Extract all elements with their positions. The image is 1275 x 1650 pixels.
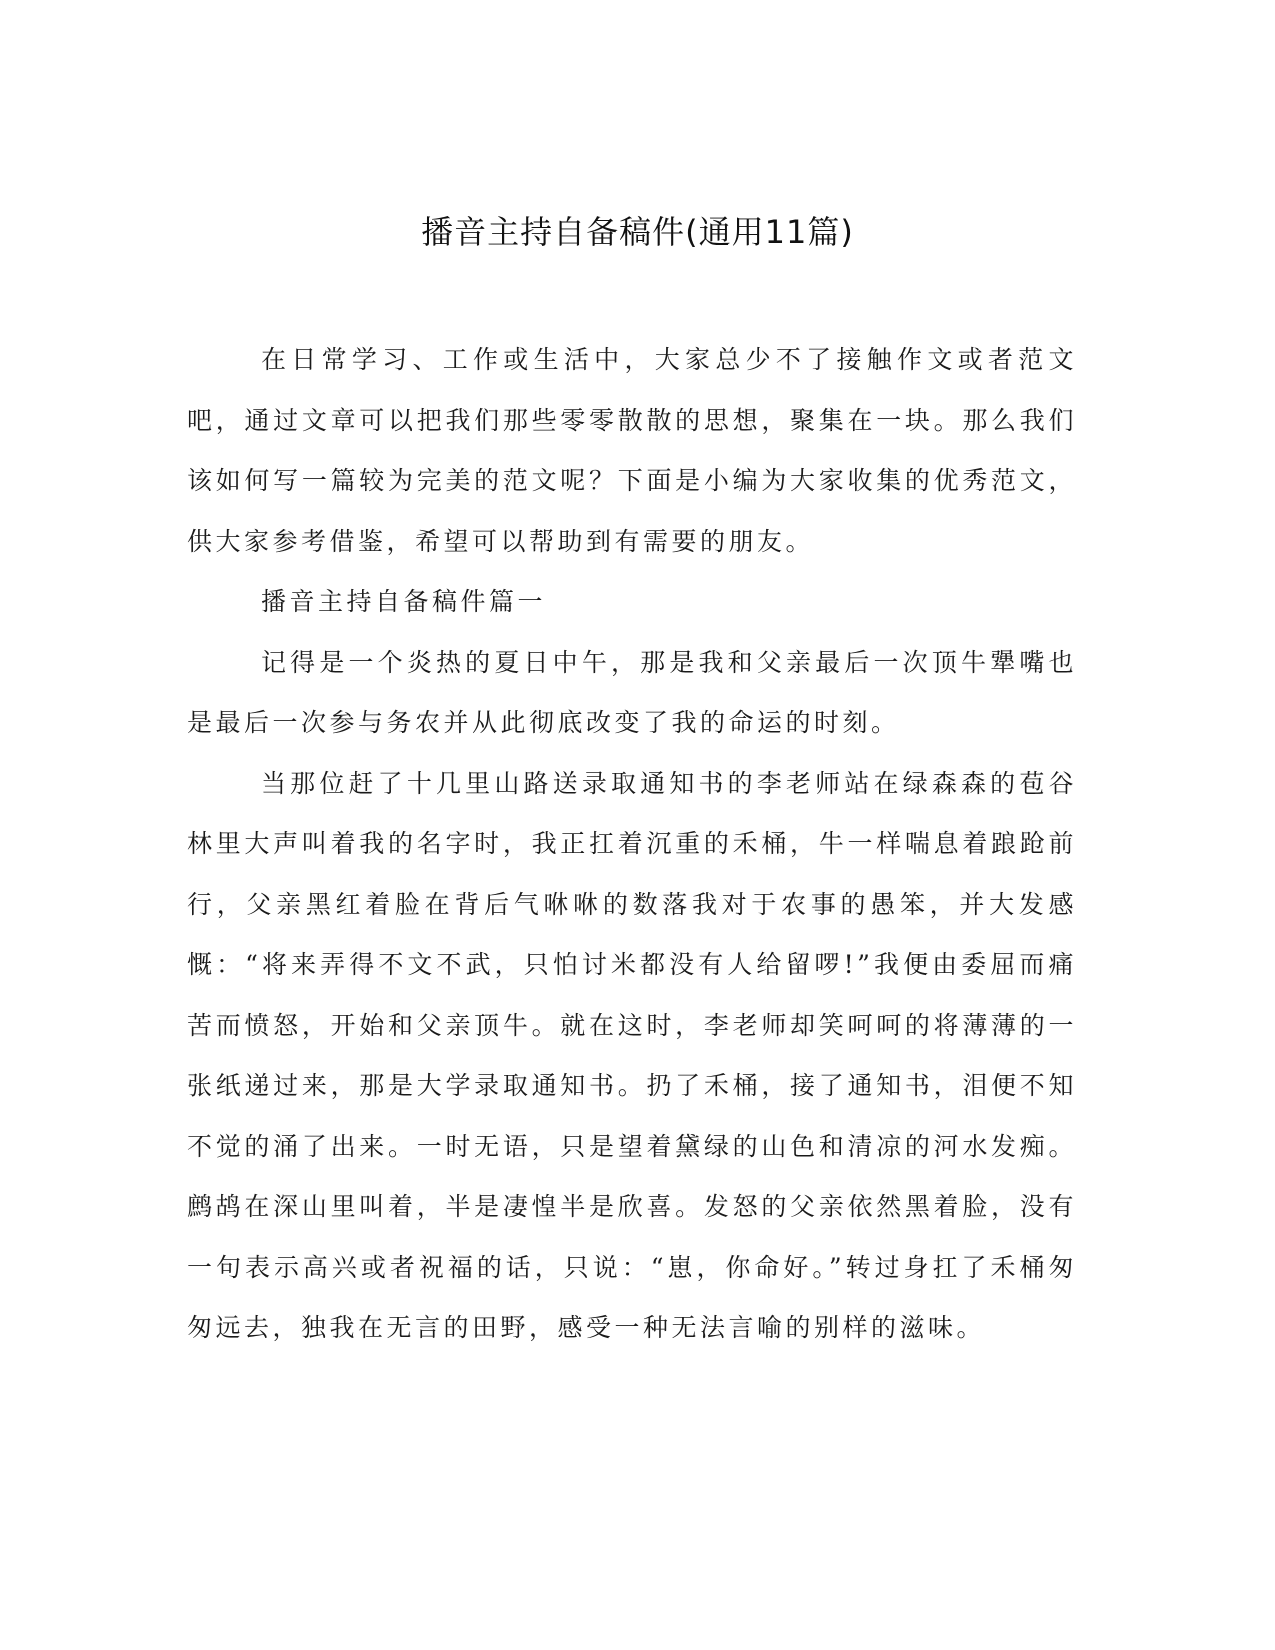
section-heading: 播音主持自备稿件篇一 xyxy=(261,587,547,616)
document-body xyxy=(187,330,1077,1359)
document-title: 播音主持自备稿件(通用11篇) xyxy=(421,213,854,251)
intro-paragraph: 在日常学习、工作或生活中，大家总少不了接触作文或者范文吧，通过文章可以把我们那些零零散散的思想，聚集在一块。那么我们该如何写一篇较为完美的范文呢？下面是小编为大家收集的优秀范文，供大家参考借鉴，希望可以帮助到有需要的朋友。 xyxy=(187,345,1077,556)
body-paragraph: 记得是一个炎热的夏日中午，那是我和父亲最后一次顶牛犟嘴也是最后一次参与务农并从此彻底改变了我的命运的时刻。 xyxy=(187,647,1077,737)
body-paragraph: 当那位赶了十几里山路送录取通知书的李老师站在绿森森的苞谷林里大声叫着我的名字时，我正扛着沉重的禾桶，牛一样喘息着踉跄前行，父亲黑红着脸在背后气咻咻的数落我对于农事的愚笨，并大发感慨：“将来弄得不文不武，只怕讨米都没有人给留啰!”我便由委屈而痛苦而愤怒，开始和父亲顶牛。就在这时，李老师却笑呵呵的将薄薄的一张纸递过来，那是大学录取通知书。扔了禾桶，接了通知书，泪便不知不觉的涌了出来。一时无语，只是望着黛绿的山色和清凉的河水发痴。鹧鸪在深山里叫着，半是凄惶半是欣喜。发怒的父亲依然黑着脸，没有一句表示高兴或者祝福的话，只说：“崽，你命好。”转过身扛了禾桶匆匆远去，独我在无言的田野，感受一种无法言喻的别样的滋味。 xyxy=(187,768,1077,1342)
